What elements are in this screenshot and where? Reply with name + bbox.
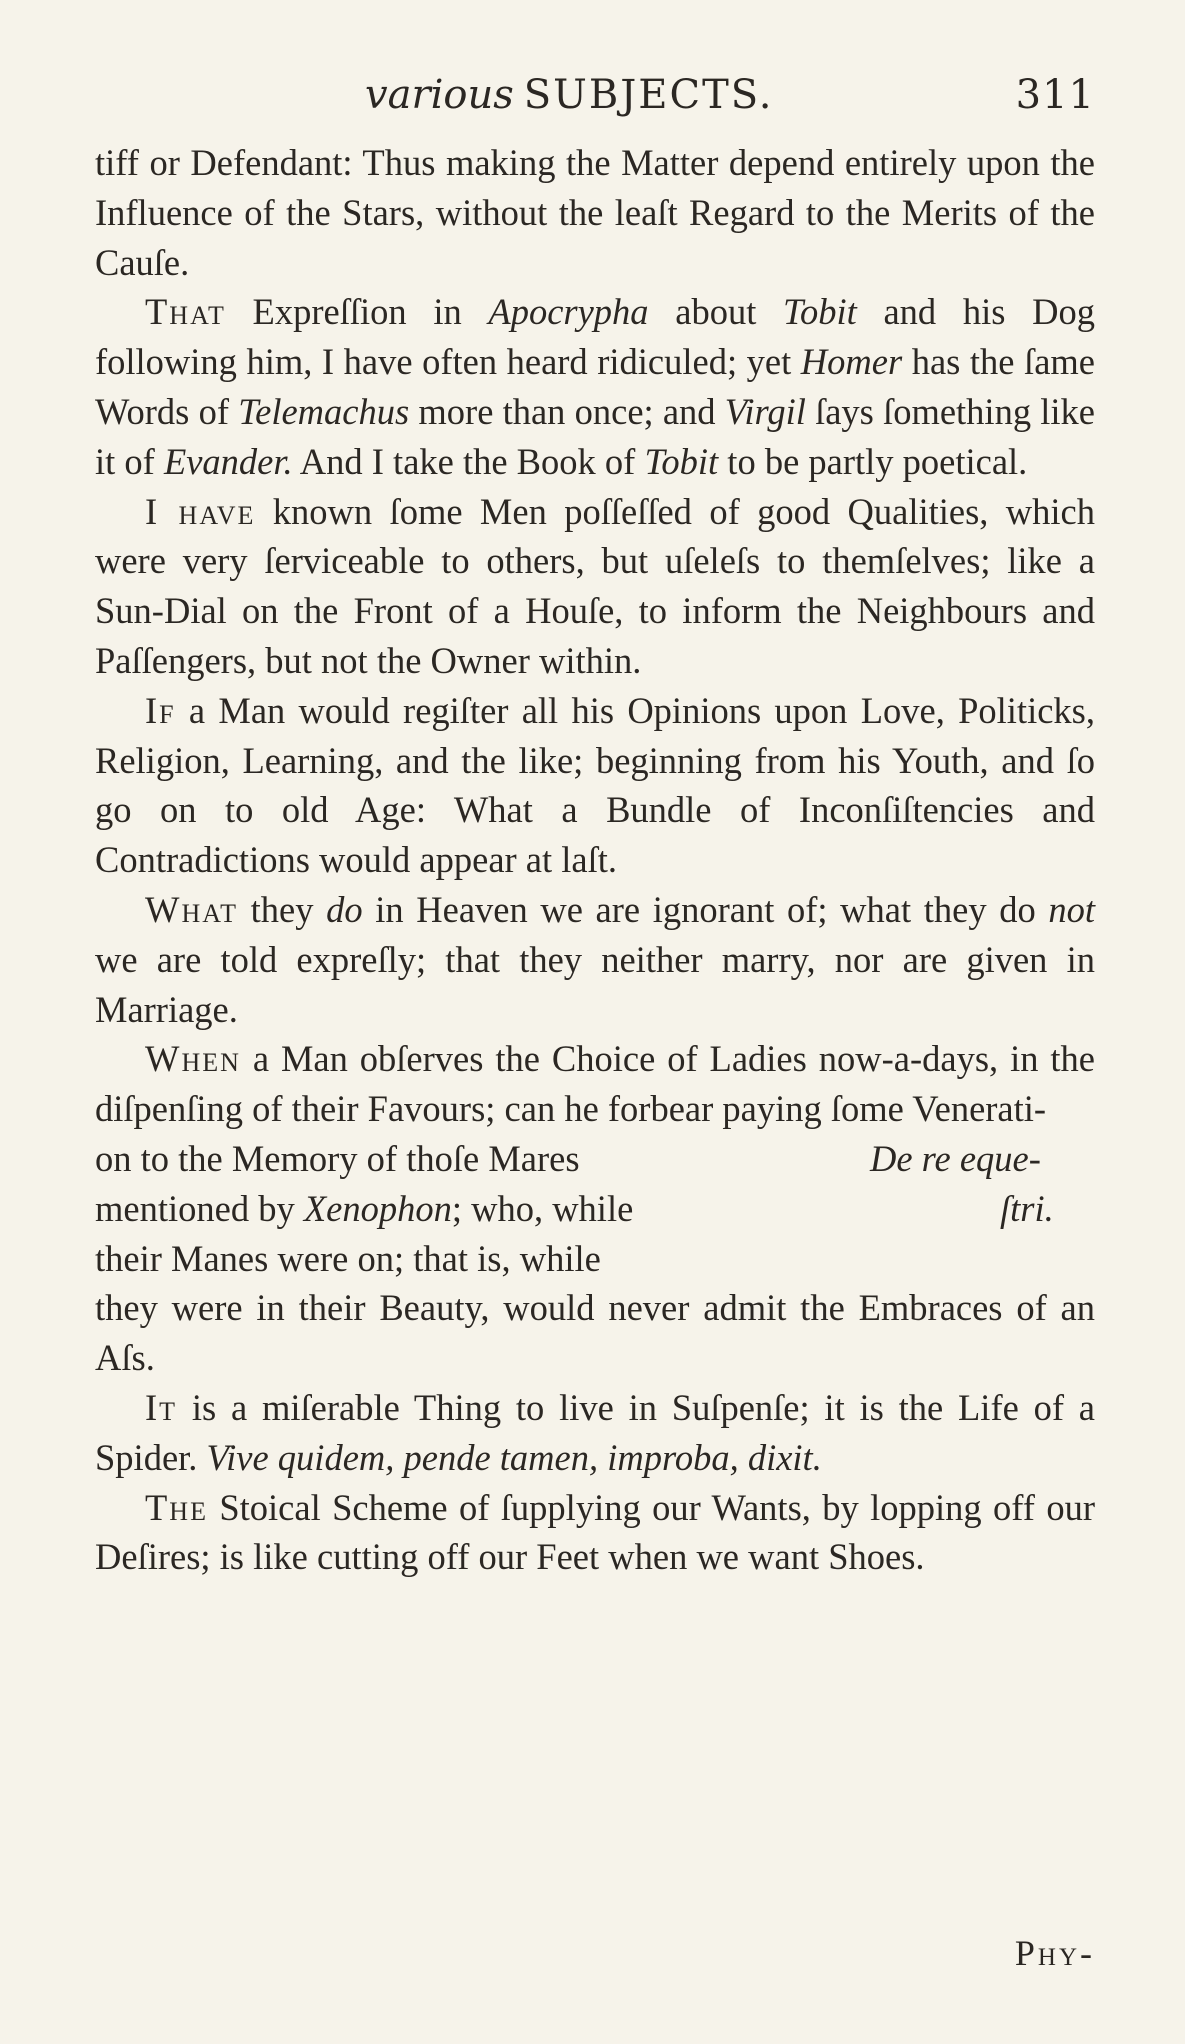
running-head-italic: various [365,72,514,118]
text-run: And I take the Book of [292,440,645,482]
running-head-caps: SUBJECTS. [523,72,774,118]
text-run: has the ſame Words of [95,341,1095,432]
text-run: mentioned by [95,1187,304,1229]
text-line [95,1184,825,1234]
running-head [365,72,773,118]
text-line: their Manes were on; that is, while [95,1237,601,1279]
paragraph-5 [95,1034,1095,1134]
lead-word: The [145,1486,208,1528]
paragraph-4 [95,885,1095,1034]
lead-word: When [145,1038,241,1080]
page-number: 311 [1015,72,1095,118]
text-run: ſays ſomething like it of [95,390,1095,482]
text-run: Expreſſion in [225,291,489,333]
catchword: Phy- [1014,1933,1095,1973]
side-note-block [95,1134,1095,1283]
text-run: they [238,888,327,930]
text-run: more than once; and [409,390,725,432]
text-run: known ſome Men poſſeſſed of good Qualities, which were very ſerviceable to others, but uſeleſs to themſelves; like a Sun-Dial on the Front of a Houſe, to inform the Neighbours and Paſſengers, but not the Owner within. [95,490,1095,681]
text-run: a Man would regiſter all his Opinions upon Love, Politicks, Religion, Learning, and the like; beginning from his Youth, and ſo go on to old Age: What a Bundle of Inconſiſtencies and Contradictions would appear at laſt. [95,689,1095,881]
text-run: Stoical Scheme of ſupplying our Wants, by lopping off our Deſires; is like cutting off our Feet when we want Shoes. [95,1486,1095,1578]
italic-run: Vive quidem, pende tamen, improba, dixit. [206,1436,822,1478]
text-run: to be partly poetical. [718,440,1028,482]
lead-word: What [145,888,239,930]
italic-run: Apocrypha [488,291,649,333]
text-line: on to the Memory of thoſe Mares [95,1137,580,1179]
paragraph-7 [95,1483,1095,1583]
italic-run: Telemachus [238,390,410,432]
lead-word: That [145,291,226,333]
paragraph-1 [95,287,1095,486]
italic-run: not [1048,888,1095,930]
text-run: ; who, while [451,1187,634,1229]
text-run: is a miſerable Thing to live in Suſpenſe; it is the Life of a Spider. [95,1386,1095,1478]
italic-run: Tobit [644,440,719,482]
body-text [95,138,1095,1582]
lead-word: It [145,1386,178,1428]
page-header [95,72,1095,132]
text-run: a Man obſerves the Choice of Ladies now-a-days, in the diſpenſing of their Favours; can he forbear paying ſome Venerati- [95,1038,1095,1130]
marginal-note [870,1134,1100,1234]
lead-word: If [145,689,176,731]
text-run: about [648,291,784,333]
italic-run: Virgil [724,390,806,432]
text-run: and his Dog following him, I have often heard ridiculed; yet [95,291,1096,383]
marginal-note-line: ſtri. [1000,1187,1054,1229]
italic-run: Evander. [163,440,293,482]
paragraph-3 [95,686,1095,885]
italic-run: Homer [800,341,903,383]
italic-run: do [326,888,363,930]
paragraph-5-continued: they were in their Beauty, would never admit the Embraces of an Aſs. [95,1287,1095,1379]
paragraph-0: tiff or Defendant: Thus making the Matter depend entirely upon the Influence of the Stars, without the leaſt Regard to the Merits of the Cauſe. [95,142,1095,283]
italic-run: Xenophon [303,1187,452,1229]
paragraph-6 [95,1383,1095,1483]
text-run: we are told expreſly; that they neither marry, nor are given in Marriage. [95,938,1095,1030]
text-run: in Heaven we are ignorant of; what they do [362,888,1049,930]
lead-word: I have [145,490,256,532]
paragraph-2 [95,487,1095,686]
marginal-note-line: De re eque- [870,1137,1041,1179]
italic-run: Tobit [783,291,857,333]
